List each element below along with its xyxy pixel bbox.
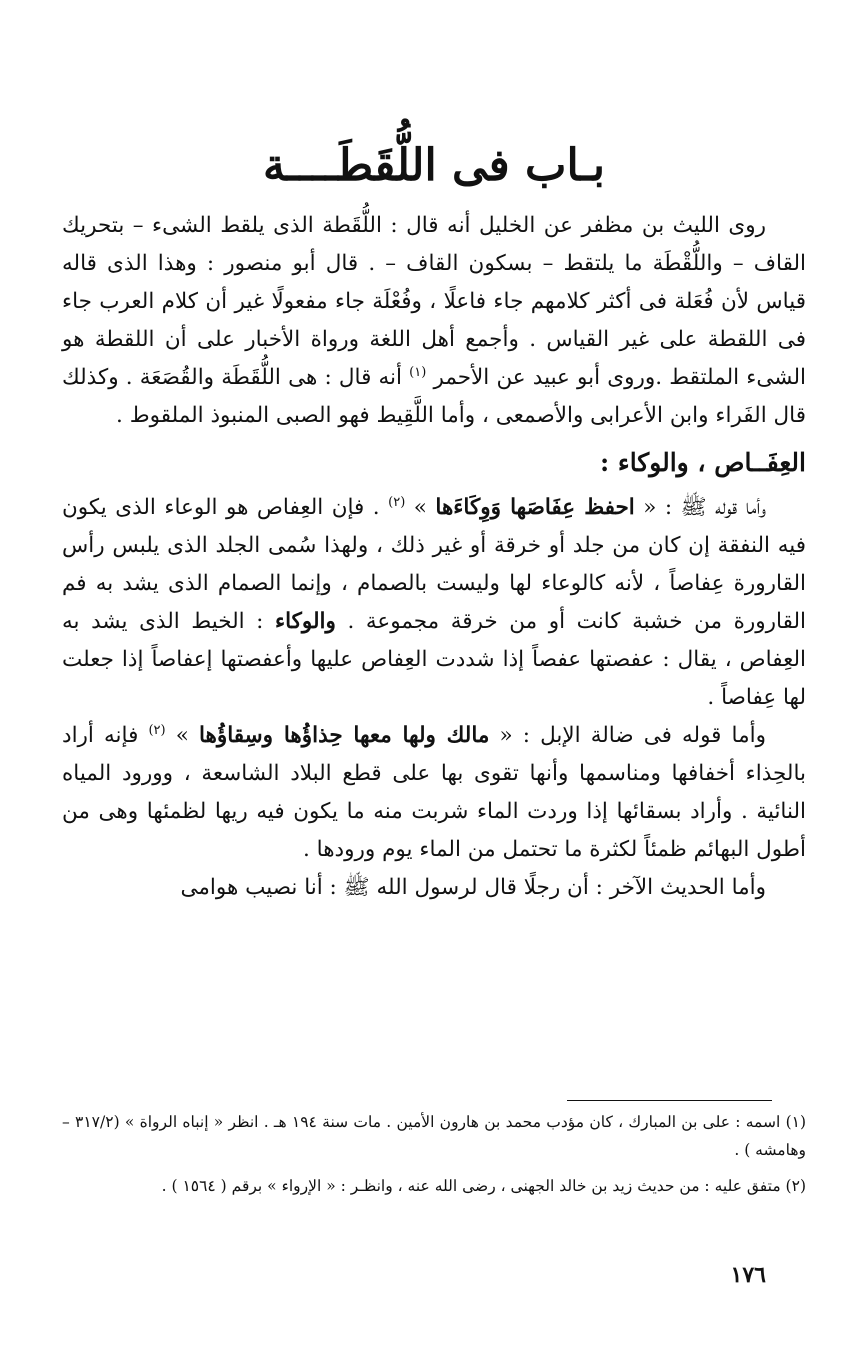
text-span: . فإن العِفاص هو الوعاء الذى يكون فيه النفقة إن كان من جلد أو خرقة أو غير ذلك ، ولهذا سُمى الجلد الذى يلبس رأس القارورة عِفاصاً ، لأنه كالوعاء لها وليست بالصمام ، وإنما الصمام الذى يشد به فم القارورة من خشبة كانت أو من خرقة مجموعة . [62,494,806,634]
text-span: وأما قوله فى ضالة الإبل : « [489,722,766,748]
footnote-ref: (٢) [388,494,406,510]
text-span: وأما قوله ﷺ : « [634,494,767,520]
paragraph [62,717,806,869]
footnote-ref: (٢) [148,722,166,738]
paragraph [62,207,806,435]
footnote-2: (٢) متفق عليه : من حديث زيد بن خالد الجهنى ، رضى الله عنه ، وانظـر : « الإرواء » برقم ( ١٥٦٤ ) . [161,1177,806,1195]
text-span: » [165,722,199,748]
quoted-hadith: احفظ عِفَاصَها وَوِكَاءَها [435,494,635,520]
paragraph [62,489,806,717]
text-span: فإنه أراد بالحِذاء أخفافها ومناسمها وأنها تقوى بها على قطع البلاد الشاسعة ، وورود المياه النائية . وأراد بسقائها إذا وردت الماء شربت منه ما يكون فيه ريها لظمئها وهى من أطول البهائم ظمئاً لكثرة ما تحتمل من الماء يوم ورودها . [62,722,806,862]
chapter-title: بـاب فى اللُّقَطَــــة [262,140,605,191]
footnotes [62,1108,806,1208]
footnote-separator [567,1100,772,1101]
quoted-hadith: مالك ولها معها حِذاؤُها وسِقاؤُها [198,722,490,748]
text-span: » [405,494,436,520]
text-span: وأما الحديث الآخر : أن رجلًا قال لرسول الله ﷺ : أنا نصيب هوامى [180,874,766,900]
intro-paragraphs [62,207,806,435]
page-number: ١٧٦ [730,1262,766,1288]
main-text [62,207,806,907]
text-span: أنه قال : هى اللُّقَطَة والقُصَعَة . وكذلك قال الفَراء وابن الأعرابى والأصمعى ، وأما اللَّقِيط فهو الصبى المنبوذ الملقوط . [62,364,806,428]
footnote-ref: (١) [409,364,427,380]
quoted-hadith: والوكاء [275,608,336,634]
text-span: : الخيط الذى يشد به العِفاص ، يقال : عفصتها عفصاً إذا شددت العِفاص عليها وأعفصتها إعفاصاً إذا جعلت لها عِفاصاً . [62,608,806,710]
section-heading: العِفَــاص ، والوكاء : [600,447,806,477]
footnote-1: (١) اسمه : على بن المبارك ، كان مؤدب محمد بن هارون الأمين . مات سنة ١٩٤ هـ . انظر « إنباه الرواة » (٣١٧/٢ – وهامشه ) . [62,1113,807,1159]
text-span: روى الليث بن مظفر عن الخليل أنه قال : اللُّقَطة الذى يلقط الشىء – بتحريك القاف – واللُّقْطَة ما يلتقط – بسكون القاف – . قال أبو منصور : وهذا الذى قاله قياس لأن فُعَلة فى أكثر كلامهم جاء فاعلًا ، وفُعْلَة جاء مفعولًا غير أن كلام العرب جاء فى اللقطة على غير القياس . وأجمع أهل اللغة ورواة الأخبار على أن اللقطة هو الشىء الملتقط .وروى أبو عبيد عن الأحمر [62,212,806,390]
section-paragraphs [62,489,806,907]
paragraph [62,869,806,907]
